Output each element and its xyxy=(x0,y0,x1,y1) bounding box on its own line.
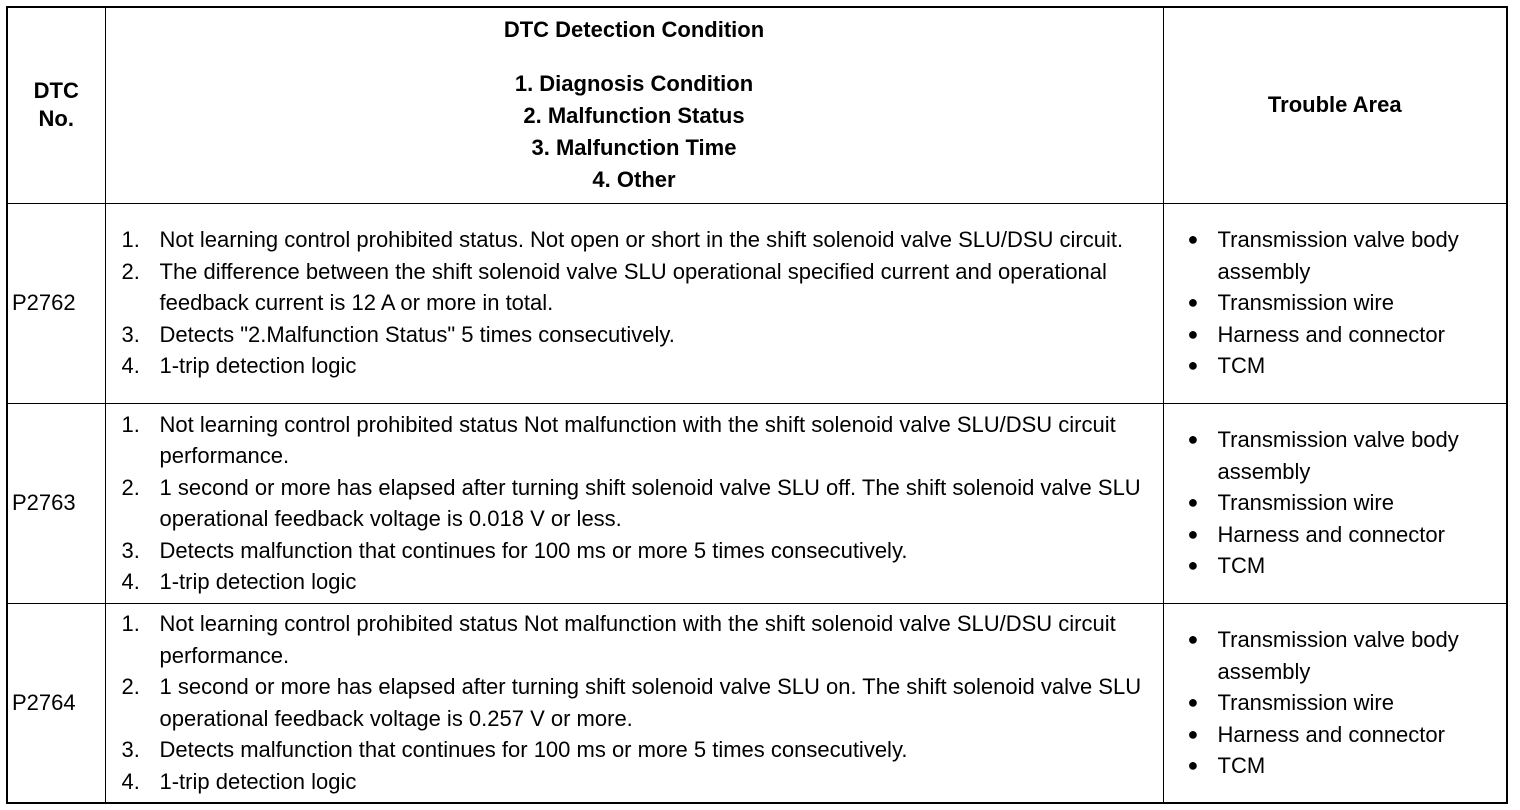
trouble-area-text: Harness and connector xyxy=(1217,521,1445,547)
trouble-area-item xyxy=(1188,519,1507,551)
bullet-icon: ● xyxy=(1187,429,1199,450)
trouble-area-item xyxy=(1188,319,1507,351)
header-trouble-area: Trouble Area xyxy=(1163,7,1507,203)
trouble-area-cell xyxy=(1163,203,1507,403)
condition-number: 2. xyxy=(121,674,140,700)
condition-number: 4. xyxy=(121,353,140,379)
dtc-code: P2764 xyxy=(7,603,105,803)
bullet-icon: ● xyxy=(1187,692,1199,712)
condition-text: Not learning control prohibited status Not malfunction with the shift solenoid valve SLU/DSU circuit performance. xyxy=(159,411,1116,468)
table-row xyxy=(7,403,1507,603)
header-dtc-no: DTC No. xyxy=(7,7,105,203)
condition-text: 1-trip detection logic xyxy=(159,569,357,594)
trouble-area-item xyxy=(1188,287,1507,319)
header-condition-list xyxy=(106,68,1163,196)
condition-text: Detects "2.Malfunction Status" 5 times consecutively. xyxy=(159,321,675,347)
header-condition-item: 1. Diagnosis Condition xyxy=(514,71,754,97)
bullet-icon: ● xyxy=(1187,555,1199,576)
condition-number: 3. xyxy=(121,737,140,763)
trouble-area-item xyxy=(1188,687,1507,719)
trouble-area-text: Transmission valve body assembly xyxy=(1217,627,1459,684)
condition-number: 3. xyxy=(121,321,140,347)
header-detection-condition xyxy=(105,7,1163,203)
detection-condition-cell xyxy=(105,603,1163,803)
condition-text: 1-trip detection logic xyxy=(159,768,357,794)
dtc-table xyxy=(6,6,1508,804)
condition-list xyxy=(106,224,1163,382)
bullet-icon: ● xyxy=(1187,323,1199,344)
trouble-area-item xyxy=(1188,750,1507,782)
condition-item xyxy=(122,224,1163,256)
bullet-icon: ● xyxy=(1187,292,1199,313)
condition-item xyxy=(122,472,1163,535)
condition-number: 1. xyxy=(121,227,140,253)
condition-item xyxy=(122,608,1163,671)
detection-condition-cell xyxy=(105,203,1163,403)
bullet-icon: ● xyxy=(1187,355,1199,376)
condition-item xyxy=(122,535,1163,567)
condition-text: Not learning control prohibited status. Not open or short in the shift solenoid valve SLU/DSU circuit. xyxy=(159,227,1124,253)
bullet-icon: ● xyxy=(1187,229,1199,250)
condition-text: 1 second or more has elapsed after turning shift solenoid valve SLU on. The shift solenoid valve SLU operational feedback voltage is 0.257 V or more. xyxy=(159,674,1142,731)
condition-item xyxy=(122,766,1163,798)
detection-condition-cell xyxy=(105,403,1163,603)
condition-list xyxy=(106,608,1163,797)
trouble-area-text: TCM xyxy=(1217,753,1266,778)
condition-text: Not learning control prohibited status Not malfunction with the shift solenoid valve SLU/DSU circuit performance. xyxy=(159,611,1116,668)
bullet-icon: ● xyxy=(1187,723,1199,744)
condition-text: Detects malfunction that continues for 100 ms or more 5 times consecutively. xyxy=(159,537,908,563)
trouble-area-text: TCM xyxy=(1217,353,1266,379)
trouble-area-item xyxy=(1188,719,1507,751)
condition-number: 2. xyxy=(121,474,140,500)
bullet-icon: ● xyxy=(1187,492,1199,513)
dtc-code: P2763 xyxy=(7,403,105,603)
table-row xyxy=(7,203,1507,403)
condition-text: 1 second or more has elapsed after turning shift solenoid valve SLU off. The shift solenoid valve SLU operational feedback voltage is 0.018 V or less. xyxy=(159,474,1141,531)
trouble-area-list xyxy=(1164,624,1507,782)
condition-number: 4. xyxy=(121,569,140,594)
condition-item xyxy=(122,319,1163,351)
table-row xyxy=(7,603,1507,803)
header-condition-item: 2. Malfunction Status xyxy=(523,103,745,129)
condition-item xyxy=(122,256,1163,319)
trouble-area-text: Harness and connector xyxy=(1217,721,1445,747)
condition-item xyxy=(122,734,1163,766)
trouble-area-text: Harness and connector xyxy=(1217,321,1445,347)
trouble-area-item xyxy=(1188,424,1507,487)
condition-item xyxy=(122,671,1163,734)
condition-item xyxy=(122,409,1163,472)
trouble-area-item xyxy=(1188,624,1507,687)
condition-number: 4. xyxy=(121,768,140,794)
header-condition-title: DTC Detection Condition xyxy=(503,17,765,43)
condition-number: 3. xyxy=(121,537,140,563)
bullet-icon: ● xyxy=(1187,629,1199,649)
trouble-area-item xyxy=(1188,224,1507,287)
trouble-area-item xyxy=(1188,350,1507,382)
condition-text: Detects malfunction that continues for 100 ms or more 5 times consecutively. xyxy=(159,737,908,763)
header-condition-item: 3. Malfunction Time xyxy=(531,135,737,161)
trouble-area-text: Transmission wire xyxy=(1217,490,1394,516)
condition-number: 1. xyxy=(121,611,140,637)
bullet-icon: ● xyxy=(1187,523,1199,544)
condition-item xyxy=(122,350,1163,382)
condition-text: The difference between the shift solenoid valve SLU operational specified current and operational feedback current is 12 A or more in total. xyxy=(159,258,1107,316)
trouble-area-cell xyxy=(1163,403,1507,603)
header-condition-item: 4. Other xyxy=(592,167,676,193)
trouble-area-text: TCM xyxy=(1217,553,1266,579)
dtc-code: P2762 xyxy=(7,203,105,403)
bullet-icon: ● xyxy=(1187,755,1199,775)
trouble-area-text: Transmission wire xyxy=(1217,290,1394,316)
condition-list xyxy=(106,409,1163,598)
trouble-area-item xyxy=(1188,550,1507,582)
condition-text: 1-trip detection logic xyxy=(159,353,357,379)
condition-item xyxy=(122,566,1163,598)
trouble-area-text: Transmission valve body assembly xyxy=(1217,227,1459,284)
trouble-area-text: Transmission valve body assembly xyxy=(1217,427,1459,484)
condition-number: 2. xyxy=(121,258,140,284)
trouble-area-text: Transmission wire xyxy=(1217,690,1394,715)
condition-number: 1. xyxy=(121,411,140,437)
trouble-area-cell xyxy=(1163,603,1507,803)
trouble-area-list xyxy=(1164,424,1507,582)
trouble-area-item xyxy=(1188,487,1507,519)
trouble-area-list xyxy=(1164,224,1507,382)
table-header-row xyxy=(7,7,1507,203)
